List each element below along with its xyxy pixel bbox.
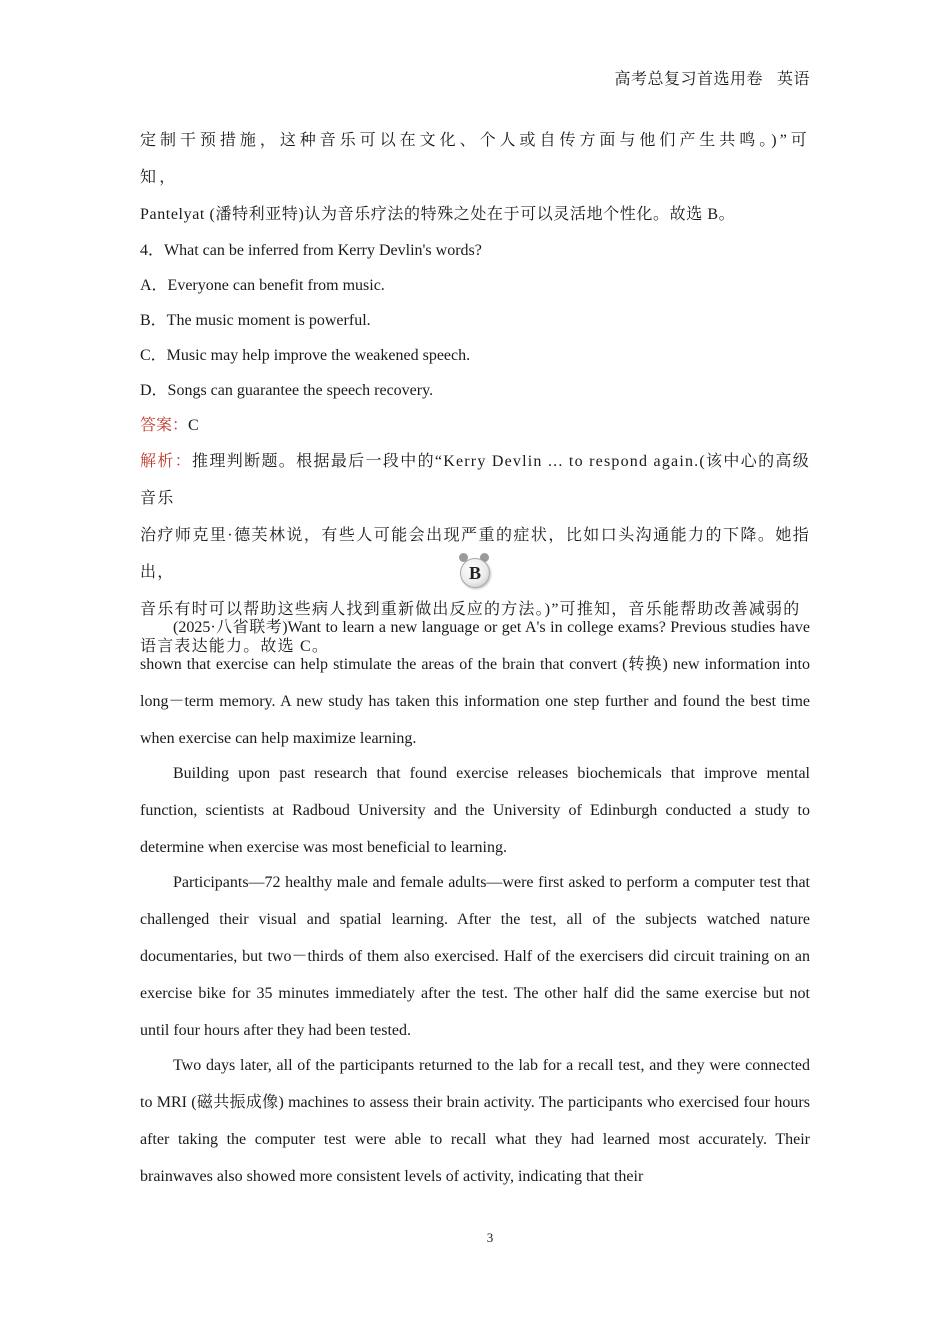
answer-value: C	[188, 417, 199, 434]
analysis-line-4: 语言表达能力。故选 C。	[140, 638, 330, 655]
prev-explanation-line-1: 定制干预措施，这种音乐可以在文化、个人或自传方面与他们产生共鸣。)”可知，	[140, 132, 810, 186]
passage-paragraph-4: Two days later, all of the participants returned to the lab for a recall test, and they were connected to MRI (磁共振成像) machines to assess their brain activity. The participants who exercised four hours after taking the computer test were able to recall what they had learned most accurately. Their brainwaves also showed more consistent levels of activity, indicating that their	[140, 1057, 810, 1185]
prev-explanation-line-2: Pantelyat (潘特利亚特)认为音乐疗法的特殊之处在于可以灵活地个性化。故选 B。	[140, 206, 736, 223]
answer-label: 答案：	[140, 417, 189, 434]
header-title: 高考总复习首选用卷	[614, 71, 763, 88]
header-subject: 英语	[776, 71, 810, 88]
option-c: C．Music may help improve the weakened speech.	[140, 347, 471, 364]
section-badge	[456, 553, 496, 593]
passage-paragraph-1: (2025·八省联考)Want to learn a new language or get A's in college exams? Previous studies have shown that exercise can help stimulate the areas of the brain that convert (转换) new information into long－term memory. A new study has taken this information one step further and found the best time when exercise can help maximize learning.	[140, 619, 810, 747]
analysis-line-2: 治疗师克里·德芙林说，有些人可能会出现严重的症状，比如口头沟通能力的下降。她指出，	[140, 527, 810, 581]
analysis-line-3: 音乐有时可以帮助这些病人找到重新做出反应的方法。)”可推知，音乐能帮助改善减弱的	[140, 601, 801, 618]
answer-line	[140, 408, 810, 443]
analysis-line-1	[140, 443, 810, 517]
option-d: D．Songs can guarantee the speech recovery.	[140, 382, 434, 399]
reading-passage	[140, 609, 810, 1195]
option-a: A．Everyone can benefit from music.	[140, 277, 385, 294]
section-letter: B	[460, 558, 490, 588]
passage-paragraph-2: Building upon past research that found exercise releases biochemicals that improve mental function, scientists at Radboud University and the University of Edinburgh conducted a study to determine when exercise was most beneficial to learning.	[140, 765, 810, 856]
option-b: B．The music moment is powerful.	[140, 312, 371, 329]
page-number: 3	[486, 1230, 494, 1245]
question-stem: 4．What can be inferred from Kerry Devlin's words?	[140, 242, 482, 259]
analysis-label: 解析：	[140, 453, 193, 470]
passage-paragraph-3: Participants—72 healthy male and female adults—were first asked to perform a computer test that challenged their visual and spatial learning. After the test, all of the subjects watched nature documentaries, but two－thirds of them also exercised. Half of the exercisers did circuit training on an exercise bike for 35 minutes immediately after the test. The other half did the same exercise but not until four hours after they had been tested.	[140, 874, 810, 1039]
analysis-text-1: 推理判断题。根据最后一段中的“Kerry Devlin ... to respond again.(该中心的高级音乐	[140, 453, 810, 507]
page-header	[614, 66, 810, 89]
